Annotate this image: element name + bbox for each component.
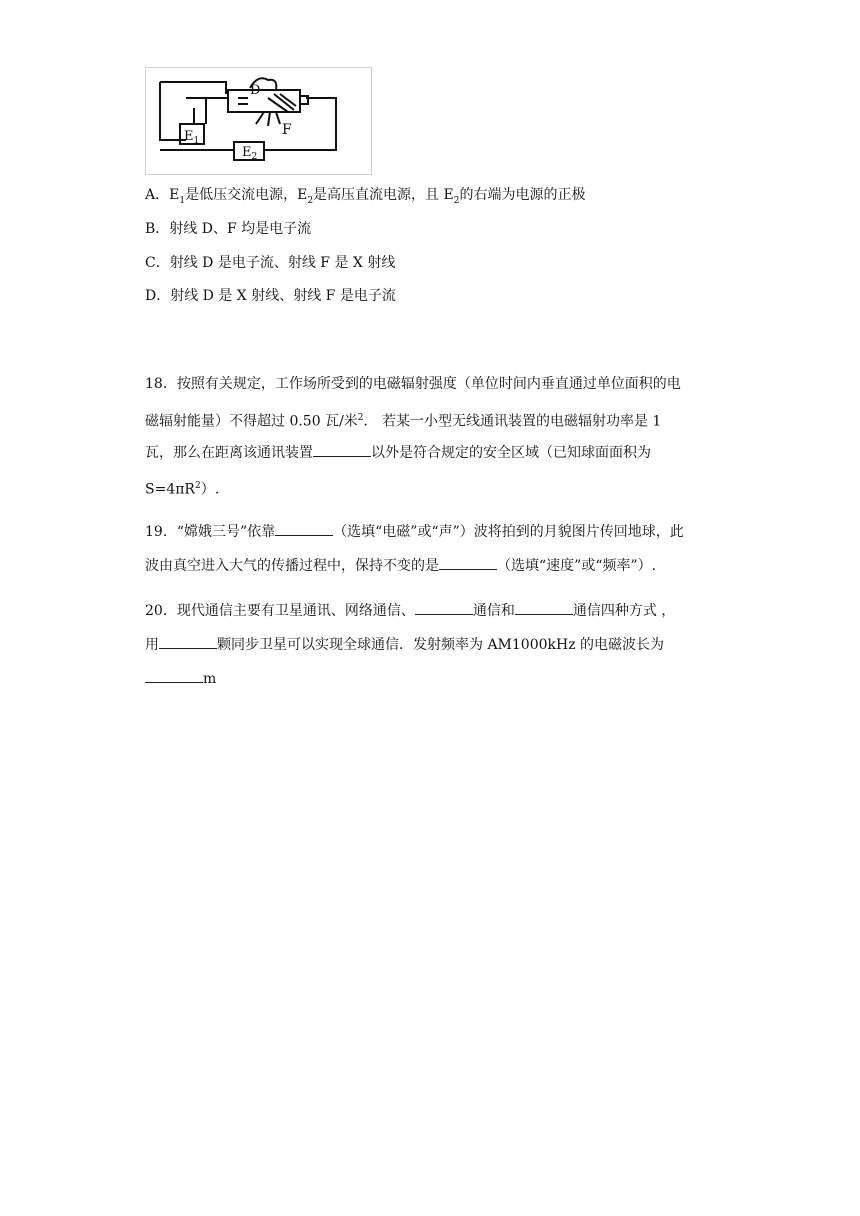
q18-line-1: 18．按照有关规定，工作场所受到的电磁辐射强度（单位时间内垂直通过单位面积的电: [145, 376, 681, 392]
q18-answer-blank[interactable]: [313, 442, 371, 457]
q19-line-1: [145, 521, 684, 542]
q20-line-2-text-b: 颗同步卫星可以实现全球通信．发射频率为 AM1000kHz 的电磁波长为: [217, 637, 665, 653]
label-E2: $E_2$: [242, 145, 258, 162]
q20-line-1-text-c: 通信四种方式 ，: [572, 603, 676, 619]
label-F: F: [282, 122, 292, 138]
q18-line-4-text-b: ）.: [200, 481, 220, 498]
q19-line-2: [145, 555, 656, 576]
label-D: D: [250, 83, 261, 98]
option-A-sub-3: 2: [453, 195, 460, 206]
label-E1: $E_1$: [184, 129, 200, 146]
q19-line-2-text-b: （选填“速度”或“频率”）.: [497, 558, 657, 574]
option-D: D．射线 D 是 X 射线、射线 F 是电子流: [145, 288, 396, 304]
q19-answer-blank-1[interactable]: [275, 521, 333, 536]
q20-line-1-text-a: 20．现代通信主要有卫星通讯、网络通信、: [145, 603, 415, 619]
q19-answer-blank-2[interactable]: [439, 555, 497, 570]
q18-sup-4: 2: [194, 481, 201, 491]
q19-line-1-text-a: 19．“嫦娥三号”依靠: [145, 524, 276, 540]
option-A-text-3: 是高压直流电源，且 E: [313, 187, 454, 203]
option-A: [145, 185, 585, 211]
option-A-sub-1: 1: [179, 195, 186, 206]
q18-sup-2: 2: [357, 413, 364, 423]
option-A-text-2: 是低压交流电源，E: [185, 187, 308, 203]
q18-line-3-text-b: 以外是符合规定的安全区域（已知球面面积为: [371, 445, 651, 461]
q18-line-4: [145, 476, 219, 500]
q18-line-2: [145, 408, 661, 432]
q20-line-2: [145, 634, 664, 655]
circuit-diagram: [146, 68, 373, 176]
option-A-sub-2: 2: [307, 195, 314, 206]
q20-answer-blank-2[interactable]: [515, 600, 573, 615]
q18-line-3-text-a: 瓦，那么在距离该通讯装置: [145, 445, 313, 461]
q20-answer-blank-3[interactable]: [159, 634, 217, 649]
q20-line-3: [145, 668, 216, 689]
q18-line-2-text-b: ． 若某一小型无线通讯装置的电磁辐射功率是 1: [363, 413, 662, 430]
option-A-text-1: A．E: [145, 187, 180, 203]
q20-answer-blank-1[interactable]: [415, 600, 473, 615]
q18-line-3: [145, 442, 651, 463]
q19-line-2-text-a: 波由真空进入大气的传播过程中，保持不变的是: [145, 558, 439, 574]
q20-line-1-text-b: 通信和: [472, 603, 515, 619]
q20-line-2-text-a: 用: [145, 637, 159, 653]
q18-line-4-text-a: S=4πR: [145, 481, 195, 498]
q20-line-1: [145, 600, 675, 621]
option-A-text-4: 的右端为电源的正极: [459, 187, 586, 203]
option-B: B．射线 D、F 均是电子流: [145, 221, 312, 237]
circuit-figure: [145, 67, 372, 175]
q20-answer-blank-4[interactable]: [145, 668, 203, 683]
q18-line-2-text-a: 磁辐射能量）不得超过 0.50 瓦/米: [145, 413, 358, 430]
q20-line-3-text-a: m: [203, 671, 217, 687]
q19-line-1-text-b: （选填“电磁”或“声”）波将拍到的月貌图片传回地球，此: [333, 524, 684, 540]
option-C: C．射线 D 是电子流、射线 F 是 X 射线: [145, 255, 396, 271]
